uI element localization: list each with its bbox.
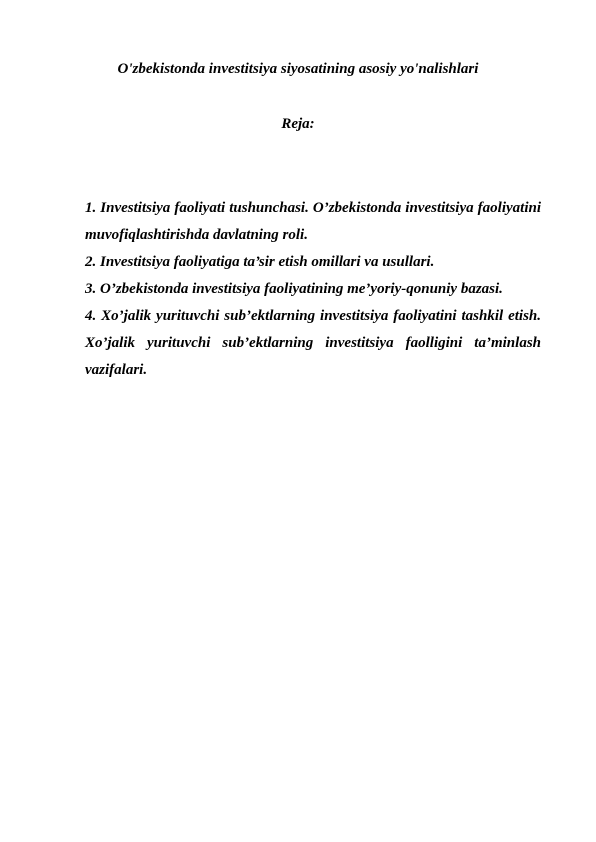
plan-item-4: 4. Xo’jalik yurituvchi sub’ektlarning investitsiya faoliyatini tashkil etish. Xo’jalik yurituvchi sub’ektlarning investitsiya faolligini ta’minlash vazifalari. bbox=[85, 308, 541, 378]
plan-heading: Reja: bbox=[281, 116, 315, 132]
plan-list bbox=[85, 195, 541, 384]
document-title: O'zbekistonda investitsiya siyosatining asosiy yo'nalishlari bbox=[117, 61, 479, 77]
plan-item-2: 2. Investitsiya faoliyatiga ta’sir etish omillari va usullari. bbox=[85, 254, 435, 270]
plan-item-3: 3. O’zbekistonda investitsiya faoliyatining me’yoriy-qonuniy bazasi. bbox=[85, 281, 503, 297]
plan-item-1: 1. Investitsiya faoliyati tushunchasi. O’zbekistonda investitsiya faoliyatini muvofiqlashtirishda davlatning roli. bbox=[85, 200, 541, 243]
